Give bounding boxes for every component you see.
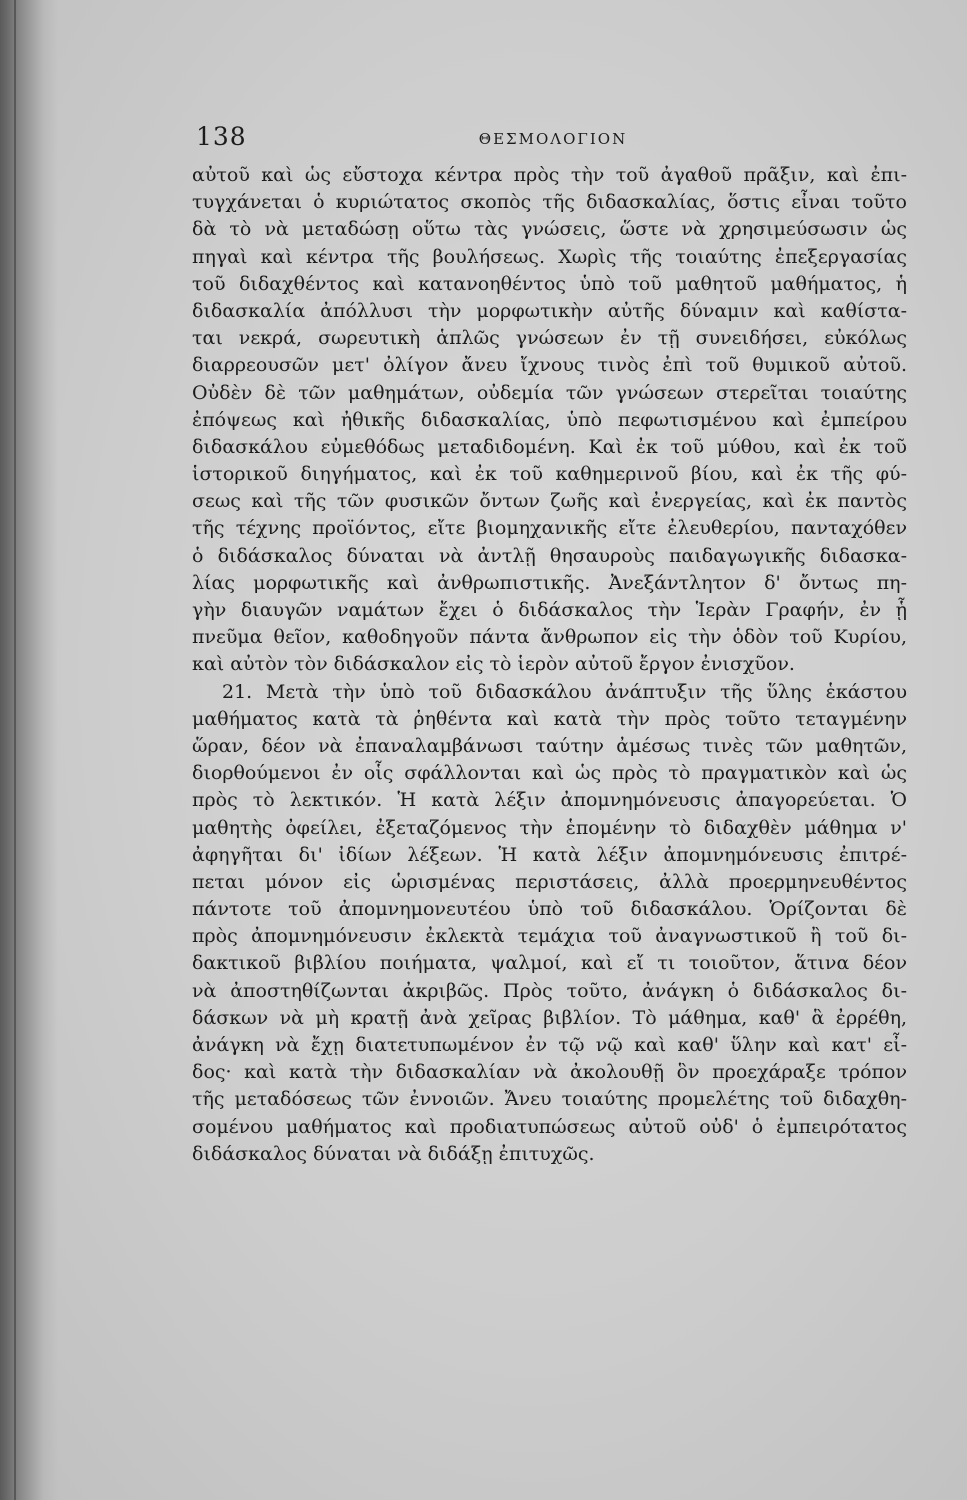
text-line: μαθήματος κατὰ τὰ ῥηθέντα καὶ κατὰ τὴν πρὸς τοῦτο τεταγμένην (192, 707, 907, 730)
text-line: σεως καὶ τῆς τῶν φυσικῶν ὄντων ζωῆς καὶ ἐνεργείας, καὶ ἐκ παντὸς (192, 490, 907, 513)
text-line: ἀνάγκη νὰ ἔχῃ διατετυπωμένον ἐν τῷ νῷ καὶ καθ' ὕλην καὶ κατ' εἶ- (192, 1034, 907, 1056)
text-line: πνεῦμα θεῖον, καθοδηγοῦν πάντα ἄνθρωπον εἰς τὴν ὁδὸν τοῦ Κυρίου, (192, 626, 907, 649)
text-line: δος· καὶ κατὰ τὴν διδασκαλίαν νὰ ἀκολουθῇ ὃν προεχάραξε τρόπον (192, 1061, 907, 1084)
text-line: διαρρεουσῶν μετ' ὀλίγον ἄνευ ἴχνους τινὸς ἐπὶ τοῦ θυμικοῦ αὐτοῦ. (192, 354, 907, 377)
text-line: πηγαὶ καὶ κέντρα τῆς βουλήσεως. Χωρὶς τῆς τοιαύτης ἐπεξεργασίας (192, 245, 907, 268)
text-line: ται νεκρά, σωρευτικὴ ἁπλῶς γνώσεων ἐν τῇ συνειδήσει, εὐκόλως (192, 327, 907, 350)
text-line: καὶ αὐτὸν τὸν διδάσκαλον εἰς τὸ ἱερὸν αὐτοῦ ἔργον ἐνισχῦον. (192, 653, 795, 676)
text-line: διορθούμενοι ἐν οἷς σφάλλονται καὶ ὡς πρὸς τὸ πραγματικὸν καὶ ὡς (192, 762, 907, 785)
text-line: τοῦ διδαχθέντος καὶ κατανοηθέντος ὑπὸ τοῦ μαθητοῦ μαθήματος, ἡ (192, 272, 907, 295)
text-line: δὰ τὸ νὰ μεταδώσῃ οὕτω τὰς γνώσεις, ὥστε νὰ χρησιμεύσωσιν ὡς (192, 218, 907, 241)
text-line: πάντοτε τοῦ ἀπομνημονευτέου ὑπὸ τοῦ διδασκάλου. Ὁρίζονται δὲ (192, 898, 907, 921)
text-line: 21. Μετὰ τὴν ὑπὸ τοῦ διδασκάλου ἀνάπτυξιν τῆς ὕλης ἑκάστου (222, 680, 907, 703)
body-text (192, 162, 907, 1168)
text-line: γὴν διαυγῶν ναμάτων ἔχει ὁ διδάσκαλος τὴν Ἱερὰν Γραφήν, ἐν ᾗ (192, 599, 907, 621)
page-binding-shadow (0, 0, 58, 1500)
binding-edge-line (14, 0, 16, 1500)
text-line: ἐπόψεως καὶ ἠθικῆς διδασκαλίας, ὑπὸ πεφωτισμένου καὶ ἐμπείρου (192, 408, 907, 431)
text-line: διδάσκαλος δύναται νὰ διδάξῃ ἐπιτυχῶς. (192, 1142, 595, 1165)
text-line: τυγχάνεται ὁ κυριώτατος σκοπὸς τῆς διδασκαλίας, ὅστις εἶναι τοῦτο (192, 191, 907, 214)
text-line: τῆς τέχνης προϊόντος, εἴτε βιομηχανικῆς εἴτε ἐλευθερίου, πανταχόθεν (192, 517, 907, 540)
running-title: ΘΕΣΜΟΛΟΓΙΟΝ (478, 130, 628, 148)
text-line: πρὸς ἀπομνημόνευσιν ἐκλεκτὰ τεμάχια τοῦ ἀναγνωστικοῦ ἢ τοῦ δι- (192, 925, 907, 948)
text-line: Οὐδὲν δὲ τῶν μαθημάτων, οὐδεμία τῶν γνώσεων στερεῖται τοιαύτης (192, 381, 907, 404)
text-line: λίας μορφωτικῆς καὶ ἀνθρωπιστικῆς. Ἀνεξάντλητον δ' ὄντως πη- (192, 571, 907, 594)
text-line: δακτικοῦ βιβλίου ποιήματα, ψαλμοί, καὶ εἴ τι τοιοῦτον, ἅτινα δέον (192, 952, 907, 975)
page-number: 138 (196, 122, 247, 151)
text-line: διδασκαλία ἀπόλλυσι τὴν μορφωτικὴν αὐτῆς δύναμιν καὶ καθίστα- (192, 299, 907, 322)
text-line: ὥραν, δέον νὰ ἐπαναλαμβάνωσι ταύτην ἀμέσως τινὲς τῶν μαθητῶν, (192, 734, 907, 757)
text-line: δάσκων νὰ μὴ κρατῇ ἀνὰ χεῖρας βιβλίον. Τὸ μάθημα, καθ' ἃ ἐρρέθη, (192, 1006, 907, 1029)
text-line: ἱστορικοῦ διηγήματος, καὶ ἐκ τοῦ καθημερινοῦ βίου, καὶ ἐκ τῆς φύ- (192, 463, 907, 486)
text-line: σομένου μαθήματος καὶ προδιατυπώσεως αὐτοῦ οὐδ' ὁ ἐμπειρότατος (192, 1115, 907, 1138)
text-line: πεται μόνον εἰς ὡρισμένας περιστάσεις, ἀλλὰ προερμηνευθέντος (192, 870, 907, 893)
text-line: μαθητὴς ὀφείλει, ἐξεταζόμενος τὴν ἑπομένην τὸ διδαχθὲν μάθημα ν' (192, 816, 907, 839)
text-line: διδασκάλου εὐμεθόδως μεταδιδομένη. Καὶ ἐκ τοῦ μύθου, καὶ ἐκ τοῦ (192, 435, 907, 458)
text-line: νὰ ἀποστηθίζωνται ἀκριβῶς. Πρὸς τοῦτο, ἀνάγκη ὁ διδάσκαλος δι- (192, 979, 907, 1002)
text-line: πρὸς τὸ λεκτικόν. Ἡ κατὰ λέξιν ἀπομνημόνευσις ἀπαγορεύεται. Ὁ (192, 789, 907, 812)
text-line: ὁ διδάσκαλος δύναται νὰ ἀντλῇ θησαυροὺς παιδαγωγικῆς διδασκα- (192, 544, 907, 567)
page-header (196, 122, 910, 158)
text-line: αὐτοῦ καὶ ὡς εὔστοχα κέντρα πρὸς τὴν τοῦ ἀγαθοῦ πρᾶξιν, καὶ ἐπι- (192, 164, 907, 186)
text-line: ἀφηγῆται δι' ἰδίων λέξεων. Ἡ κατὰ λέξιν ἀπομνημόνευσις ἐπιτρέ- (192, 843, 907, 866)
text-line: τῆς μεταδόσεως τῶν ἐννοιῶν. Ἄνευ τοιαύτης προμελέτης τοῦ διδαχθη- (192, 1088, 907, 1111)
